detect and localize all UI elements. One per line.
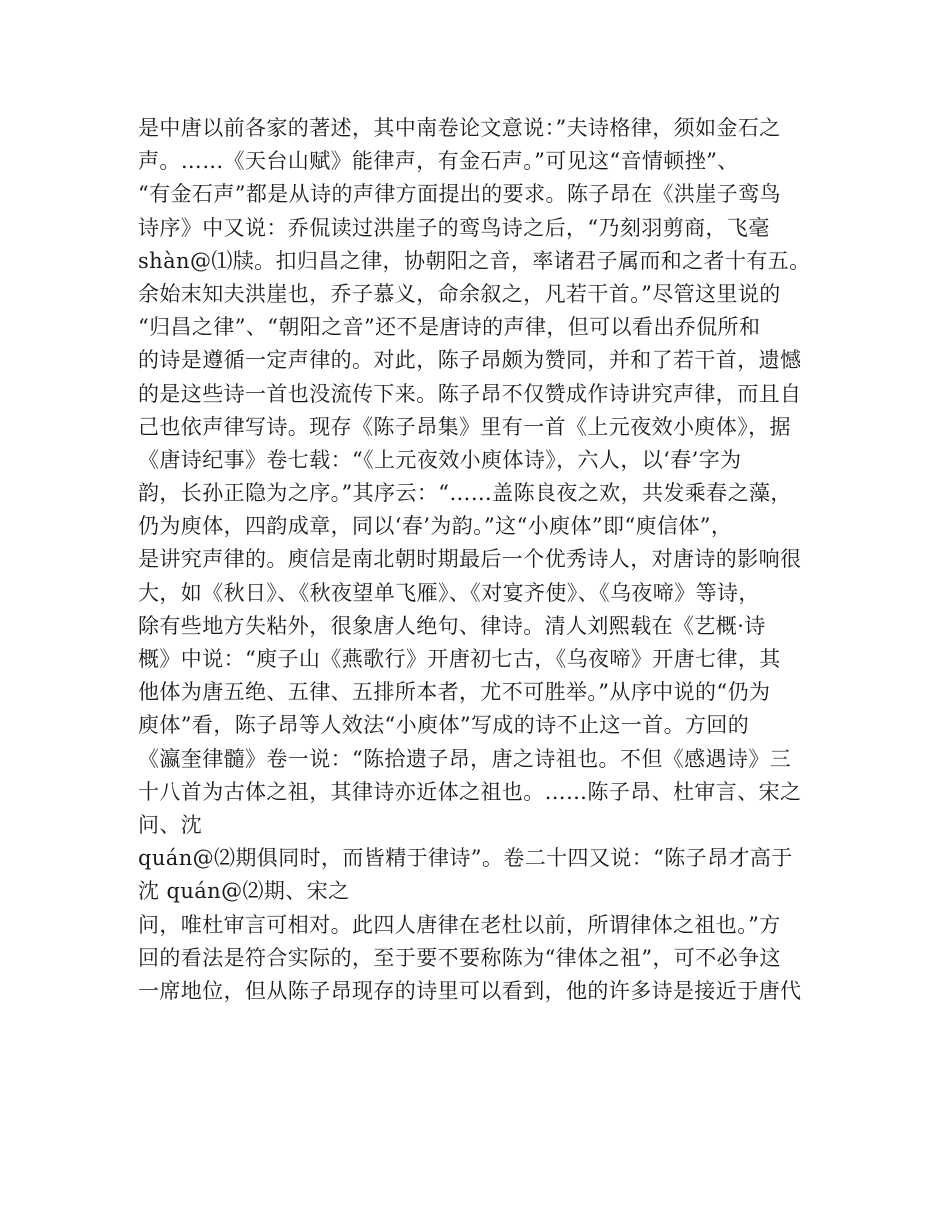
- text-line: 十八首为古体之祖，其律诗亦近体之祖也。……陈子昂、杜审言、宋之: [138, 779, 802, 804]
- text-line: 除有些地方失粘外，很象唐人绝句、律诗。清人刘熙载在《艺概·诗: [138, 613, 766, 638]
- text-line: 《唐诗纪事》卷七载：“《上元夜效小庾体诗》，六人，以‘春’字为: [138, 447, 742, 472]
- text-line: 的诗是遵循一定声律的。对此，陈子昂颇为赞同，并和了若干首，遗憾: [138, 348, 802, 373]
- text-line: quán@⑵期俱同时，而皆精于律诗”。卷二十四又说：“陈子昂才高于: [138, 846, 793, 871]
- text-line: 仍为庾体，四韵成章，同以‘春’为韵。”这“小庾体”即“庾信体”，: [138, 514, 733, 539]
- text-line: 概》中说：“庾子山《燕歌行》开唐初七古，《乌夜啼》开唐七律，其: [138, 647, 781, 671]
- text-line: 回的看法是符合实际的，至于要不要称陈为“律体之祖”，可不必争这: [138, 945, 781, 970]
- text-line: 是讲究声律的。庾信是南北朝时期最后一个优秀诗人，对唐诗的影响很: [138, 547, 802, 572]
- text-line: 问，唯杜审言可相对。此四人唐律在老杜以前，所谓律体之祖也。”方: [138, 912, 781, 937]
- text-line: 诗序》中又说：乔侃读过洪崖子的鸾鸟诗之后，“乃刻羽剪商，飞毫: [138, 215, 770, 240]
- text-line: 韵，长孙正隐为之序。”其序云：“……盖陈良夜之欢，共发乘春之藻，: [138, 481, 792, 506]
- text-line: 沈 quán@⑵期、宋之: [138, 879, 350, 904]
- text-line: 《瀛奎律髓》卷一说：“陈拾遗子昂，唐之诗祖也。不但《感遇诗》三: [138, 746, 792, 771]
- text-line: 声。……《天台山赋》能律声，有金石声。”可见这“音情顿挫”、: [138, 149, 739, 174]
- text-line: 是中唐以前各家的著述，其中南卷论文意说：”夫诗格律，须如金石之: [138, 116, 781, 140]
- text-line: 己也依声律写诗。现存《陈子昂集》里有一首《上元夜效小庾体》，据: [138, 414, 791, 439]
- text-line: 余始末知夫洪崖也，乔子慕义，命余叙之，凡若干首。”尽管这里说的: [138, 281, 781, 306]
- text-line: 他体为唐五绝、五律、五排所本者，尤不可胜举。”从序中说的“仍为: [138, 680, 771, 705]
- text-line: “归昌之律”、“朝阳之音”还不是唐诗的声律，但可以看出乔侃所和: [138, 315, 761, 340]
- text-line: 庾体”看，陈子昂等人效法“小庾体”写成的诗不止这一首。方回的: [138, 713, 750, 738]
- body-text: [138, 112, 828, 1008]
- text-line: 一席地位，但从陈子昂现存的诗里可以看到，他的许多诗是接近于唐代: [138, 978, 802, 1003]
- text-line: “有金石声”都是从诗的声律方面提出的要求。陈子昂在《洪崖子鸾鸟: [138, 182, 781, 207]
- text-line: 的是这些诗一首也没流传下来。陈子昂不仅赞成作诗讲究声律，而且自: [138, 381, 802, 406]
- text-line: 大，如《秋日》、《秋夜望单飞雁》、《对宴齐使》、《乌夜啼》等诗，: [138, 580, 760, 605]
- text-line: 问、沈: [138, 812, 203, 837]
- text-line: shàn@⑴牍。扣归昌之律，协朝阳之音，率诸君子属而和之者十有五。: [138, 248, 811, 273]
